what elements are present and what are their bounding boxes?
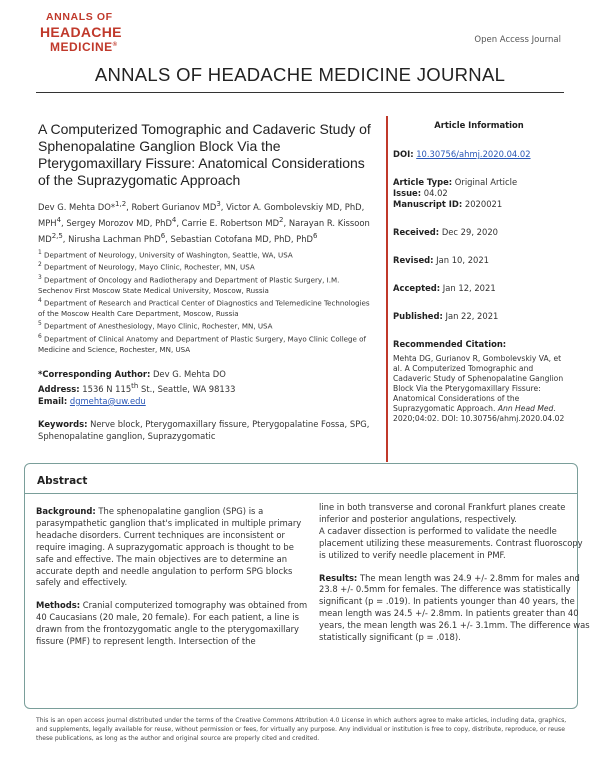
- affiliation-text: Department of Research and Practical Center of Diagnostics and Telemedicine Technologies of the Moscow Health Care Department, Moscow, Russia: [38, 298, 370, 319]
- affiliation-list: [38, 248, 374, 355]
- author-name: Carrie E. Robertson MD: [181, 217, 280, 228]
- logo-line-1: ANNALS OF: [46, 11, 113, 23]
- author-name: Victor A. Gombolevskiy MD, PhD, MPH: [38, 201, 365, 228]
- affiliation-item: [38, 332, 374, 355]
- author-affiliation-ref: 1,2: [115, 200, 127, 208]
- article-info-heading: Article Information: [434, 120, 524, 130]
- journal-logo: [36, 10, 156, 70]
- logo-line-3: [50, 41, 118, 53]
- author-list: Dev G. Mehta DO*$^{1,2}$, Robert Gurianov $MD^3$, Victor A. Gombolevskiy MD, PhD, MPH$^4$, Sergey Morozov MD, PhD$^4$, Carrie E. Robertson $MD^2$, Narayan R. Kissoon MD$^{2,5}$, Nirusha Lachman PhD$^6$, Sebastian Cotofana MD, PhD, PhD$^6$: [38, 200, 370, 244]
- affiliation-text: Department of Clinical Anatomy and Department of Plastic Surgery, Mayo Clinic College of Medicine and Science, Rochester, MN, USA: [38, 334, 367, 355]
- citation-label-row: [393, 339, 565, 350]
- abstract-right-column: [319, 502, 591, 655]
- article-type-value: Original Article: [454, 177, 518, 187]
- open-access-label: Open Access Journal: [474, 35, 561, 45]
- author-name: Sebastian Cotofana MD, PhD, PhD: [170, 233, 313, 244]
- author-name: Sergey Morozov MD, PhD: [66, 217, 172, 228]
- author-name: Robert Gurianov MD: [131, 201, 217, 212]
- doi-row: [393, 149, 565, 160]
- address-label: Address:: [38, 383, 80, 394]
- methods-label: Methods:: [36, 600, 81, 611]
- citation-reference: . 2020;04:02. DOI: 10.30756/ahmj.2020.04.02: [393, 404, 565, 423]
- address-text-end: St., Seattle, WA 98133: [138, 383, 236, 394]
- abstract-left-column: [36, 506, 308, 659]
- address-text-start: 1536 N 115: [82, 383, 132, 394]
- received-label: Received:: [393, 227, 440, 237]
- author-name: Dev G. Mehta DO*: [38, 201, 116, 212]
- abstract-heading: Abstract: [37, 475, 88, 487]
- affiliation-number: 2: [38, 262, 42, 269]
- affiliation-number: 1: [38, 250, 42, 256]
- abstract-results: [319, 573, 591, 644]
- doi-label: DOI:: [393, 149, 414, 159]
- author-name: Nirusha Lachman PhD: [68, 233, 161, 244]
- affiliation-number: 3: [38, 274, 42, 281]
- published-row: [393, 311, 565, 322]
- article-type-row: [393, 177, 565, 188]
- affiliation-number: 4: [38, 298, 42, 305]
- license-footer: This is an open access journal distributed under the terms of the Creative Commons Attribution 4.0 License in which authors agree to make articles, including data, graphics, and supplements, legally available for reuse, without permission or fees, for virtually any purpose. Any individual or institution is free to copy, distribute, reproduce, or reuse these publications, as long as the author and original source are properly cited and credited.: [36, 717, 567, 742]
- abstract-background: [36, 506, 308, 589]
- author-name: Narayan R. Kissoon MD: [38, 217, 370, 244]
- manuscript-id-value: 2020021: [464, 199, 503, 209]
- affiliation-number: 6: [38, 333, 42, 340]
- author-affiliation-ref: 4: [171, 215, 177, 224]
- results-text: The mean length was 24.9 +/- 2.8mm for males and 23.8 +/- 0.5mm for females. The difference was statistically significant (p = .019). In patients younger than 40 years, the mean length was 24.5 +/- 2.8mm. In patients greater than 40 years, the mean length was 26.1 +/- 3.1mm. The difference was statistically significant (p = .018).: [319, 572, 590, 643]
- keywords-label: Keywords:: [38, 419, 88, 429]
- affiliation-item: [38, 248, 374, 260]
- logo-line-2: HEADACHE: [40, 24, 122, 40]
- affiliation-text: Department of Neurology, Mayo Clinic, Rochester, MN, USA: [44, 262, 255, 272]
- journal-title: ANNALS OF HEADACHE MEDICINE JOURNAL: [94, 64, 506, 85]
- issue-label: Issue:: [393, 188, 422, 198]
- author-affiliation-ref: 2,5: [51, 231, 63, 240]
- author-affiliation-ref: 6: [313, 231, 318, 240]
- accepted-row: [393, 283, 565, 294]
- header-divider: [36, 92, 564, 93]
- background-label: Background:: [36, 506, 96, 516]
- affiliation-item: [38, 296, 374, 319]
- logo-line-3-text: MEDICINE: [50, 40, 113, 54]
- keywords-text: Nerve block, Pterygomaxillary fissure, Pterygopalatine Fossa, SPG, Sphenopalatine ganglion, Suprazygomatic: [38, 419, 370, 441]
- abstract-methods: [36, 600, 308, 648]
- abstract-divider: [25, 493, 577, 494]
- author-affiliation-ref: 4: [56, 215, 62, 224]
- keywords-block: [38, 418, 374, 442]
- author-affiliation-ref: 3: [216, 200, 221, 208]
- published-value: Jan 22, 2021: [445, 311, 499, 321]
- corresponding-author-name: Dev G. Mehta DO: [152, 369, 226, 379]
- accepted-label: Accepted:: [393, 283, 441, 293]
- received-row: [393, 227, 565, 238]
- article-title: A Computerized Tomographic and Cadaveric Study of Sphenopalatine Ganglion Block Via the Pterygomaxillary Fissure: Anatomical Considerations of the Suprazygomatic Approach: [38, 121, 371, 188]
- results-label: Results:: [319, 572, 358, 583]
- abstract-box: [24, 463, 590, 709]
- email-link[interactable]: dgmehta@uw.edu: [69, 395, 146, 406]
- affiliation-text: Department of Neurology, University of Washington, Seattle, WA, USA: [44, 250, 293, 260]
- revised-value: Jan 10, 2021: [436, 255, 490, 265]
- affiliation-item: [38, 260, 374, 272]
- received-value: Dec 29, 2020: [441, 227, 498, 237]
- corresponding-author-block: [38, 368, 378, 407]
- revised-label: Revised:: [393, 255, 434, 265]
- background-text: The sphenopalatine ganglion (SPG) is a parasympathetic ganglion that's implicated in multiple primary headache disorders. Current techniques are inconsistent or require imaging. A suprazygomatic approach is thought to be safe and effective. The main objectives are to determine an accurate depth and needle angulation to perform SPG blocks safely and effectively.: [36, 506, 302, 588]
- corresponding-author-label: *Corresponding Author:: [38, 369, 151, 379]
- doi-link[interactable]: 10.30756/ahmj.2020.04.02: [416, 149, 531, 159]
- recommended-citation-label: Recommended Citation:: [393, 339, 507, 349]
- email-line: [38, 395, 378, 407]
- issue-row: [393, 188, 565, 199]
- author-affiliation-ref: 6: [160, 231, 166, 240]
- affiliation-item: [38, 273, 374, 296]
- article-type-label: Article Type:: [393, 177, 453, 187]
- issue-value: 04.02: [423, 188, 448, 198]
- affiliation-text: Department of Anesthesiology, Mayo Clinic, Rochester, MN, USA: [44, 321, 273, 331]
- methods-continued-2: A cadaver dissection is performed to validate the needle placement utilizing these measurements. Contrast fluoroscopy is utilized to verify needle placement in PMF.: [319, 525, 583, 560]
- address-line: [38, 380, 378, 395]
- published-label: Published:: [393, 311, 443, 321]
- methods-continued: line in both transverse and coronal Frankfurt planes create inferior and posterior angulations, respectively.: [319, 502, 566, 524]
- recommended-citation-text: [393, 354, 565, 424]
- corresponding-author-line: [38, 368, 378, 380]
- accepted-value: Jan 12, 2021: [442, 283, 496, 293]
- author-affiliation-ref: 2: [279, 215, 284, 224]
- article-info-panel: [393, 120, 565, 424]
- affiliation-number: 5: [38, 321, 42, 328]
- logo-registered-mark: ®: [112, 42, 118, 48]
- methods-text: Cranial computerized tomography was obtained from 40 Caucasians (20 male, 20 female). For each patient, a line is drawn from the frontozygomatic angle to the pterygomaxillary fissure (PMF) to represent length. Intersection of the: [36, 600, 308, 647]
- affiliation-text: Department of Oncology and Radiotherapy and Department of Plastic Surgery, I.M. Sechenov First Moscow State Medical University, Moscow, Russia: [38, 275, 340, 296]
- affiliation-item: [38, 319, 374, 331]
- citation-text: Mehta DG, Gurianov R, Gombolevskiy VA, et al. A Computerized Tomographic and Cadaveric Study of Sphenopalatine Ganglion Block Via the Pterygomaxillary Fissure: Anatomical Considerations of the Suprazygomatic Approach.: [393, 354, 564, 413]
- email-label: Email:: [38, 395, 68, 406]
- address-superscript: th: [131, 382, 139, 390]
- manuscript-id-row: [393, 199, 565, 210]
- manuscript-id-label: Manuscript ID:: [393, 199, 463, 209]
- info-column-divider: [386, 116, 388, 462]
- citation-journal: Ann Head Med: [497, 404, 554, 413]
- revised-row: [393, 255, 565, 266]
